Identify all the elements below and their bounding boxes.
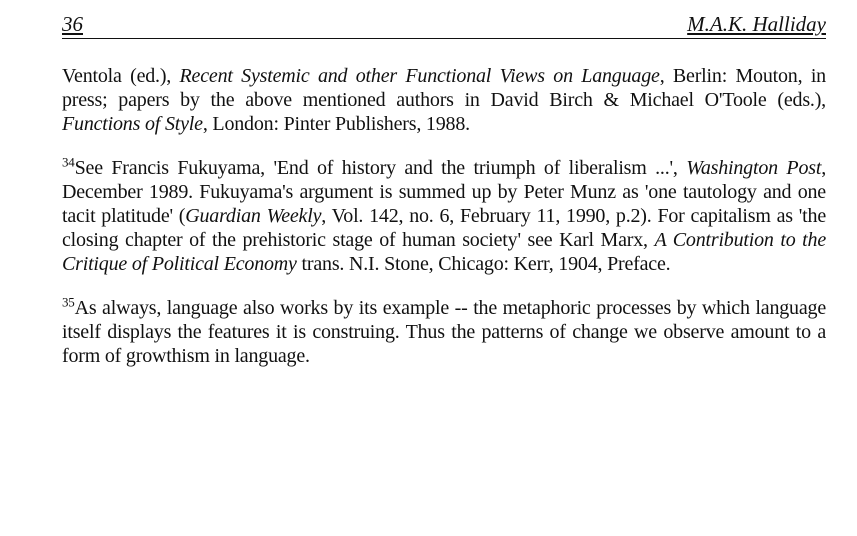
note-text: As always, language also works by its example -- the metaphoric processes by which language itself displays the features it is construing. Thus the patterns of change we observe amount to a form of growthism in language. xyxy=(62,297,826,367)
cited-title: Recent Systemic and other Functional Views on Language xyxy=(179,65,660,87)
running-head-author: M.A.K. Halliday xyxy=(687,12,826,36)
running-head xyxy=(62,10,826,39)
cited-title: Functions of Style xyxy=(62,113,203,135)
note-text: Ventola (ed.), xyxy=(62,65,180,87)
note-text: , London: Pinter Publishers, 1988. xyxy=(202,113,470,135)
page-number: 36 xyxy=(62,12,83,36)
note-text: , Berlin: Mouton, in press; papers by the above mentioned authors in David Birch & Michael O'Toole (eds.), xyxy=(62,65,826,111)
note-continuation xyxy=(62,64,826,136)
note-text: , Vol. 142, no. 6, February 11, 1990, p.2). For capitalism as 'the closing chapter of the prehistoric stage of human society' see Karl Marx, xyxy=(62,205,826,251)
cited-title: Guardian Weekly xyxy=(185,205,322,227)
note-number: 35 xyxy=(62,294,75,310)
note-35 xyxy=(62,296,826,368)
endnotes xyxy=(62,64,826,388)
note-text: See Francis Fukuyama, 'End of history and the triumph of liberalism ...', xyxy=(74,157,687,179)
cited-title: Washington Post xyxy=(686,157,822,179)
note-text: , December 1989. Fukuyama's argument is summed up by Peter Munz as 'one tautology and one tacit platitude' ( xyxy=(62,157,826,227)
note-text: trans. N.I. Stone, Chicago: Kerr, 1904, Preface. xyxy=(296,253,671,275)
note-number: 34 xyxy=(62,154,75,170)
cited-title: A Contribution to the Critique of Political Economy xyxy=(62,229,827,275)
note-34 xyxy=(62,156,826,276)
